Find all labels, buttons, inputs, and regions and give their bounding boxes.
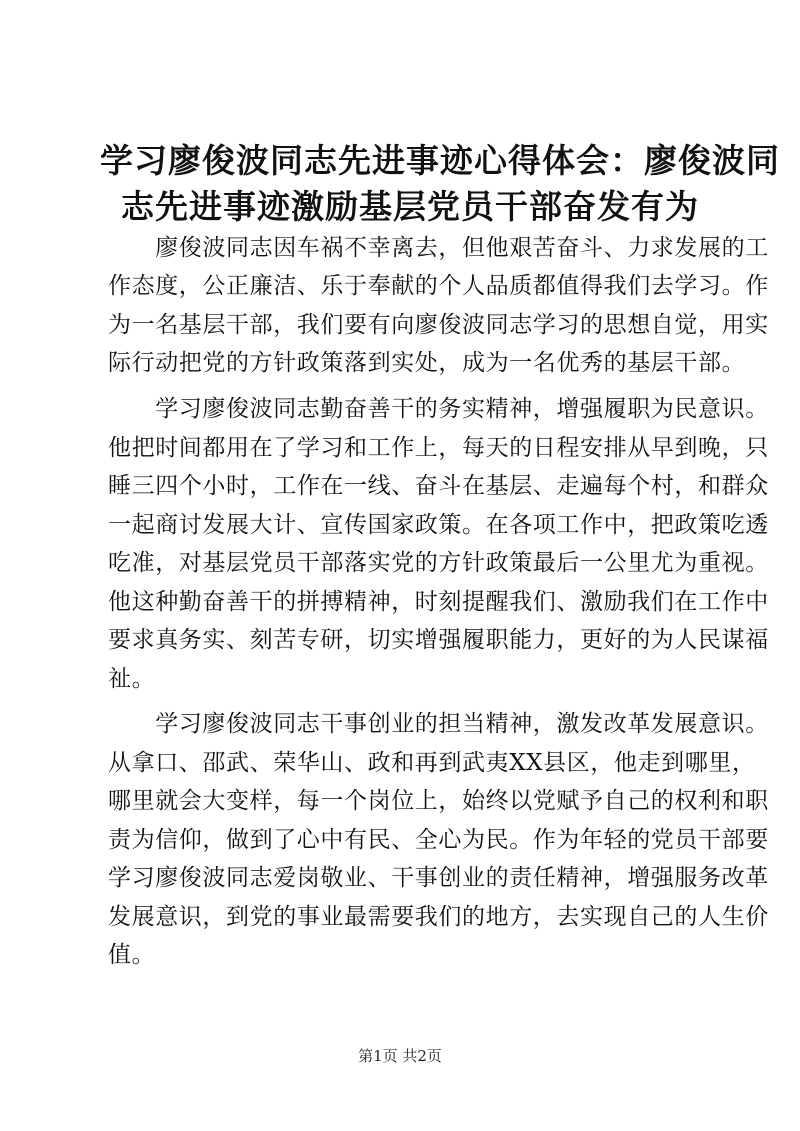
document-title-line-1: 学习廖俊波同志先进事迹心得体会：廖俊波同	[100, 141, 780, 180]
body-line: 作态度，公正廉洁、乐于奉献的个人品质都值得我们去学习。作	[108, 273, 769, 299]
body-line: 睡三四个小时，工作在一线、奋斗在基层、走遍每个村，和群众	[108, 473, 769, 499]
body-line: 学习廖俊波同志爱岗敬业、干事创业的责任精神，增强服务改革	[108, 865, 769, 891]
body-line: 责为信仰，做到了心中有民、全心为民。作为年轻的党员干部要	[108, 827, 769, 853]
body-line: 哪里就会大变样，每一个岗位上，始终以党赋予自己的权利和职	[108, 788, 769, 814]
body-line: 从拿口、邵武、荣华山、政和再到武夷XX县区，他走到哪里，	[108, 750, 756, 776]
body-line: 祉。	[108, 666, 156, 692]
page-footer: 第1页 共2页	[358, 1047, 442, 1065]
document-title-line-2: 志先进事迹激励基层党员干部奋发有为	[121, 187, 699, 226]
body-line: 发展意识，到党的事业最需要我们的地方，去实现自己的人生价	[108, 904, 769, 930]
body-line: 他这种勤奋善干的拼搏精神，时刻提醒我们、激励我们在工作中	[108, 589, 769, 615]
body-line: 要求真务实、刻苦专研，切实增强履职能力，更好的为人民谋福	[108, 627, 769, 653]
body-line: 值。	[108, 942, 156, 968]
body-line: 廖俊波同志因车祸不幸离去，但他艰苦奋斗、力求发展的工	[108, 235, 769, 261]
body-line: 学习廖俊波同志勤奋善干的务实精神，增强履职为民意识。	[108, 396, 769, 422]
body-line: 学习廖俊波同志干事创业的担当精神，激发改革发展意识。	[108, 711, 769, 737]
body-line: 吃准，对基层党员干部落实党的方针政策最后一公里尤为重视。	[108, 550, 769, 576]
body-line: 际行动把党的方针政策落到实处，成为一名优秀的基层干部。	[108, 350, 746, 376]
body-line: 一起商讨发展大计、宣传国家政策。在各项工作中，把政策吃透	[108, 512, 769, 538]
body-line: 为一名基层干部，我们要有向廖俊波同志学习的思想自觉，用实	[108, 312, 769, 338]
body-line: 他把时间都用在了学习和工作上，每天的日程安排从早到晚，只	[108, 435, 769, 461]
